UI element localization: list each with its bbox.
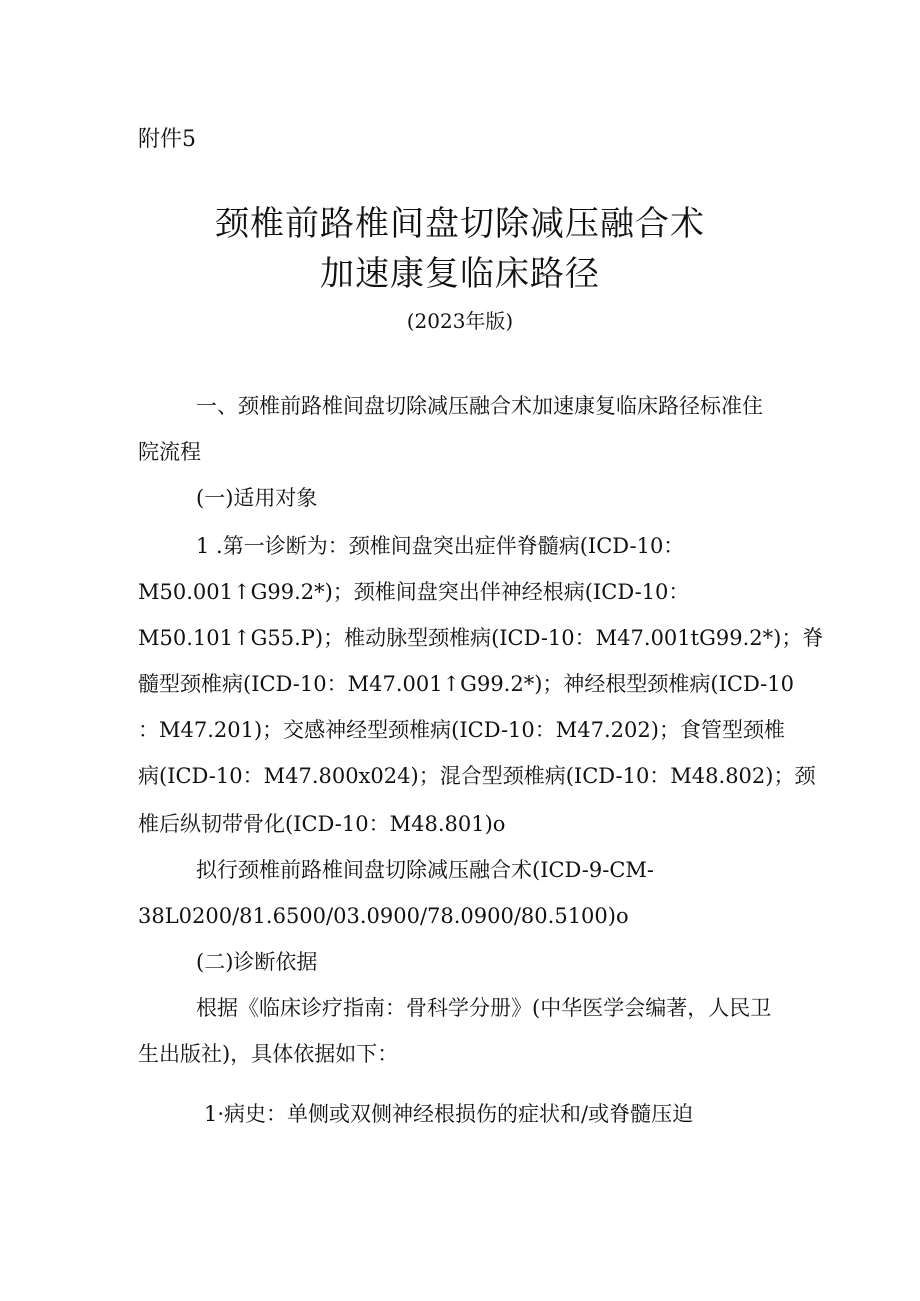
diagnosis-text-line: 病(ICD-10：M47.800x024)；混合型颈椎病(ICD-10：M48.802)；颈 [138, 764, 816, 788]
procedure-text-line: 拟行颈椎前路椎间盘切除减压融合术(ICD-9-CM- [196, 858, 654, 882]
basis-text-line: 生出版社)，具体依据如下： [138, 1042, 399, 1066]
diagnosis-text-line: 椎后纵韧带骨化(ICD-10：M48.801)o [138, 812, 506, 836]
procedure-text-line: 38L0200/81.6500/03.0900/78.0900/80.5100)o [138, 904, 629, 928]
section-heading-1-cont: 院流程 [138, 440, 201, 464]
document-title-line-1: 颈椎前路椎间盘切除减压融合术 [215, 204, 705, 244]
diagnosis-text-line: M50.001↑G99.2*)；颈椎间盘突出伴神经根病(ICD-10： [138, 580, 690, 604]
diagnosis-text-line: 髓型颈椎病(ICD-10：M47.001↑G99.2*)；神经根型颈椎病(ICD-10 [138, 672, 795, 696]
edition-label: (2023年版) [406, 309, 514, 333]
diagnosis-text-line: 1 .第一诊断为：颈椎间盘突出症伴脊髓病(ICD-10： [196, 534, 685, 558]
basis-text-line: 根据《临床诊疗指南：骨科学分册》(中华医学会编著，人民卫 [196, 996, 772, 1020]
diagnosis-text-line: M50.101↑G55.P)；椎动脉型颈椎病(ICD-10：M47.001tG99.2*)；脊 [138, 626, 824, 650]
history-text-line: 1·病史：单侧或双侧神经根损伤的症状和/或脊髓压迫 [204, 1102, 694, 1126]
subsection-heading-basis: (二)诊断依据 [196, 950, 318, 974]
section-heading-1: 一、颈椎前路椎间盘切除减压融合术加速康复临床路径标准住 [196, 394, 763, 418]
subsection-heading-scope: (一)适用对象 [196, 486, 318, 510]
diagnosis-text-line: ：M47.201)；交感神经型颈椎病(ICD-10：M47.202)；食管型颈椎 [138, 718, 785, 742]
attachment-label: 附件5 [138, 127, 196, 152]
document-title-line-2: 加速康复临床路径 [320, 254, 600, 294]
